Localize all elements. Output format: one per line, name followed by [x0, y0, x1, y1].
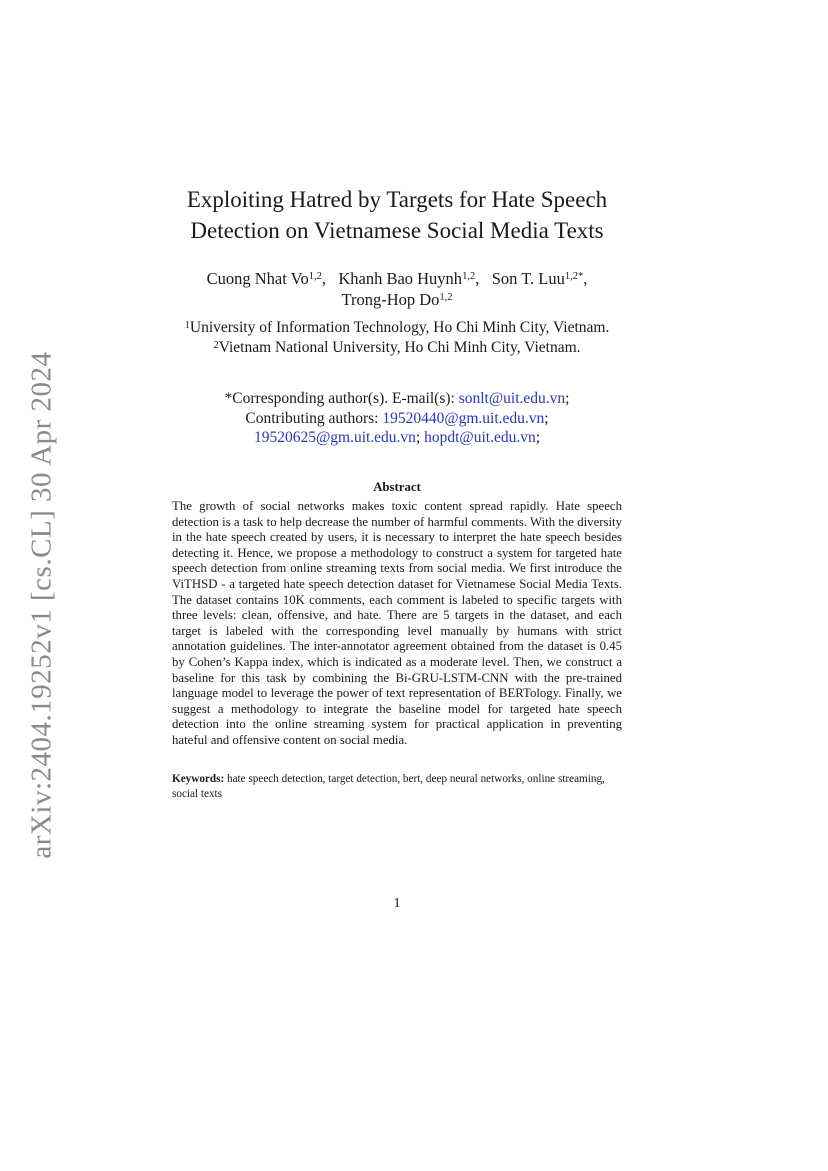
author-1 [207, 269, 335, 288]
abstract-heading: Abstract [373, 480, 421, 494]
contributing-authors-line [150, 409, 644, 429]
author-separator: , [321, 269, 335, 288]
email-link-19520440[interactable]: 19520440@gm.uit.edu.vn [382, 409, 545, 427]
email-link-sonlt[interactable]: sonlt@uit.edu.vn [458, 390, 566, 407]
author-name: Trong-Hop Do [341, 290, 440, 309]
contributing-authors-label: Contributing authors: [245, 409, 383, 427]
page-number: 1 [393, 896, 401, 911]
punctuation: ; [565, 390, 570, 407]
corresponding-author-label: *Corresponding author(s). E-mail(s): [224, 390, 459, 407]
author-separator: , [583, 269, 588, 288]
author-separator: , [475, 269, 488, 288]
title-line-1: Exploiting Hatred by Targets for Hate Speech [186, 187, 608, 212]
punctuation: ; [544, 409, 549, 427]
affiliation-marker: 2 [213, 339, 219, 351]
author-name: Khanh Bao Huynh [338, 269, 463, 288]
contributing-emails-line [150, 428, 644, 448]
author-4 [341, 290, 452, 309]
arxiv-identifier-text[interactable]: arXiv:2404.19252v1 [cs.CL] 30 Apr 2024 [26, 351, 58, 859]
author-3 [492, 269, 588, 288]
corresponding-author-line [150, 389, 644, 409]
keywords [172, 772, 622, 801]
author-2 [338, 269, 487, 288]
author-name: Son T. Luu [491, 269, 565, 288]
abstract-body: The growth of social networks makes toxic content spread rapidly. Hate speech detection is a task to help decrease the number of harmful comments. With the diversity in the hate speech created by users, it is necessary to interpret the hate speech besides detecting it. Hence, we propose a methodology to construct a system for targeted hate speech detection from online streaming texts from social media. We first introduce the ViTHSD - a targeted hate speech detection dataset for Vietnamese Social Media Texts. The dataset contains 10K comments, each comment is labeled to specific targets with three levels: clean, offensive, and hate. There are 5 targets in the dataset, and each target is labeled with the corresponding level manually by humans with strict annotation guidelines. The inter-annotator agreement obtained from the dataset is 0.45 by Cohen’s Kappa index, which is indicated as a moderate level. Then, we construct a baseline for this task by combining the Bi-GRU-LSTM-CNN with the pre-trained language model to leverage the power of text representation of BERTology. Finally, we suggest a methodology to integrate the baseline model for targeted hate speech detection into the online streaming system for practical application in preventing hateful and offensive content on social media. [172, 499, 622, 747]
arxiv-identifier-stamp[interactable] [20, 351, 64, 859]
punctuation: ; [415, 429, 425, 446]
correspondence-block [150, 389, 644, 448]
author-affiliation-marker: 1,2 [439, 292, 453, 303]
paper-title [150, 184, 644, 246]
email-link-hopdt[interactable]: hopdt@uit.edu.vn [424, 429, 536, 446]
affiliation-text: University of Information Technology, Ho Chi Minh City, Vietnam. [189, 319, 610, 336]
affiliation-2 [150, 338, 644, 358]
affiliation-text: Vietnam National University, Ho Chi Minh City, Vietnam. [218, 338, 581, 356]
punctuation: ; [535, 429, 541, 446]
affiliation-1 [150, 318, 644, 338]
email-link-19520625[interactable]: 19520625@gm.uit.edu.vn [253, 429, 416, 446]
keywords-text: hate speech detection, target detection, bert, deep neural networks, online streaming, social texts [172, 773, 605, 800]
author-list [150, 268, 644, 310]
author-affiliation-marker: 1,2* [564, 271, 584, 282]
author-affiliation-marker: 1,2 [462, 271, 476, 282]
affiliations [150, 318, 644, 357]
keywords-label: Keywords: [172, 773, 225, 785]
author-affiliation-marker: 1,2 [308, 271, 322, 282]
author-name: Cuong Nhat Vo [206, 269, 309, 288]
affiliation-marker: 1 [184, 320, 190, 331]
title-line-2: Detection on Vietnamese Social Media Texts [190, 218, 604, 243]
